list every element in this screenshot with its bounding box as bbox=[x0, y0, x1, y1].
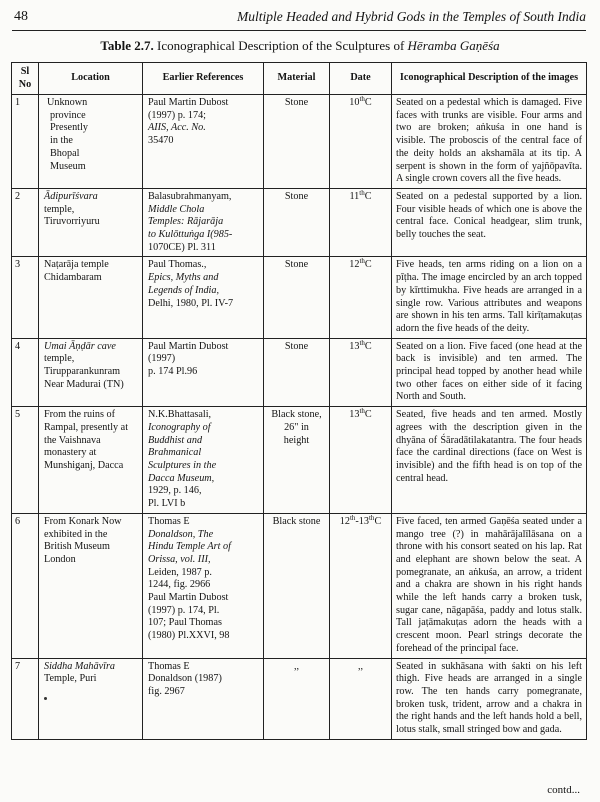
table-row bbox=[12, 513, 587, 658]
table-caption-subject: Hēramba Gaṇēśa bbox=[407, 38, 500, 53]
cell-date: ,, bbox=[330, 658, 392, 739]
header-sl-no: Sl No bbox=[12, 63, 39, 95]
cell-description: Seated, five heads and ten armed. Mostly agrees with the description given in the dhyāna of Śāradātilakatantra. The four heads face the cardinal directions (face on West is invisible) and the fifth head is on top of the central head. bbox=[392, 407, 587, 514]
cell-location: Unknown province Presently in the Bhopal Museum bbox=[39, 95, 143, 189]
page-number: 48 bbox=[14, 9, 28, 24]
cell-location: From Konark Now exhibited in the British Museum London bbox=[39, 513, 143, 658]
cell-sl: 3 bbox=[12, 257, 39, 338]
cell-references: Thomas E Donaldson (1987) fig. 2967 bbox=[143, 658, 264, 739]
table-row bbox=[12, 407, 587, 514]
header-references: Earlier References bbox=[143, 63, 264, 95]
continued-note: contd... bbox=[547, 784, 580, 796]
cell-material: ,, bbox=[264, 658, 330, 739]
cell-date: 12th-13thC bbox=[330, 513, 392, 658]
cell-location: Siddha Mahāvīra Temple, Puri bbox=[39, 658, 143, 739]
cell-description: Five heads, ten arms riding on a lion on a pīṭha. The image encircled by an arch topped by kīrttimukha. Five heads are arranged in a single row. Various attributes and weapons are shown in his ten arms. Tall kirīṭamakuṭas adorn the five heads of the deity. bbox=[392, 257, 587, 338]
cell-description: Seated on a pedestal which is damaged. Five faces with trunks are visible. Four arms and two are broken; aṅkuśa in one hand is visible. The proboscis of the central face of the deity holds an akshamāla at its tip. A serpent is shown in the form of yajñōpavīta. A single crown covers all the five heads. bbox=[392, 95, 587, 189]
cell-sl: 7 bbox=[12, 658, 39, 739]
cell-references: Thomas E Donaldson, The Hindu Temple Art of Orissa, vol. III, Leiden, 1987 p. 1244, fig. 2966 Paul Martin Dubost (1997) p. 174, Pl. 107; Paul Thomas (1980) Pl.XXVI, 98 bbox=[143, 513, 264, 658]
stray-dot-mark bbox=[44, 697, 47, 700]
cell-sl: 4 bbox=[12, 338, 39, 407]
table-row bbox=[12, 658, 587, 739]
table-row bbox=[12, 188, 587, 257]
cell-material: Stone bbox=[264, 188, 330, 257]
cell-location: Naṭarāja temple Chidambaram bbox=[39, 257, 143, 338]
cell-material: Stone bbox=[264, 95, 330, 189]
cell-references: Balasubrahmanyam, Middle Chola Temples: Rājarāja to Kulōttuṅga I(985- 1070CE) Pl. 311 bbox=[143, 188, 264, 257]
iconography-table bbox=[11, 62, 587, 740]
table-row bbox=[12, 338, 587, 407]
page-header bbox=[12, 6, 586, 31]
cell-description: Five faced, ten armed Gaṇēśa seated under a mango tree (?) in mahārājalīlāsana on a throne with his consort seated on his lap. Rat and elephant are shown below the seat. A pomegranate, an aṅkuśa, an arrow, a trident and a chakra are shown in his right hands while the left hands carry a broken tusk, sugar cane, nāgapāśa, paddy and lotus stalk. Tall jaṭāmakuṭas adorn the heads with a crescent moon. Pearl strings decorate the forehead of the principal face. bbox=[392, 513, 587, 658]
cell-description: Seated in sukhāsana with śakti on his left thigh. Five heads are arranged in a single row. The ten hands carry pomegranate, broken tusk, trident, arrow and a chakra in the right hands and the left hands hold a bell, lotus stalk, small stringed bow and gada. bbox=[392, 658, 587, 739]
cell-date: 11thC bbox=[330, 188, 392, 257]
cell-date: 12thC bbox=[330, 257, 392, 338]
header-description: Iconographical Description of the images bbox=[392, 63, 587, 95]
cell-references: Paul Martin Dubost (1997) p. 174; AIIS, Acc. No. 35470 bbox=[143, 95, 264, 189]
table-caption-text: Iconographical Description of the Sculptures of bbox=[156, 38, 405, 53]
running-title: Multiple Headed and Hybrid Gods in the Temples of South India bbox=[237, 9, 586, 24]
header-location: Location bbox=[39, 63, 143, 95]
cell-material: Stone bbox=[264, 338, 330, 407]
header-material: Material bbox=[264, 63, 330, 95]
cell-material: Stone bbox=[264, 257, 330, 338]
cell-references: Paul Martin Dubost (1997) p. 174 Pl.96 bbox=[143, 338, 264, 407]
cell-description: Seated on a lion. Five faced (one head at the back is invisible) and ten armed. The principal head topped by another head while two other faces on either side of it facing North and South. bbox=[392, 338, 587, 407]
cell-date: 13thC bbox=[330, 407, 392, 514]
cell-date: 10thC bbox=[330, 95, 392, 189]
cell-sl: 2 bbox=[12, 188, 39, 257]
cell-location: Umai Āṇḍār cave temple, Tirupparankunram Near Madurai (TN) bbox=[39, 338, 143, 407]
cell-description: Seated on a pedestal supported by a lion. Four visible heads of which one is above the central face. Conical headgear, slim trunk, belly touches the seat. bbox=[392, 188, 587, 257]
table-row bbox=[12, 257, 587, 338]
table-row bbox=[12, 95, 587, 189]
cell-sl: 5 bbox=[12, 407, 39, 514]
cell-location: From the ruins of Rampal, presently at the Vaishnava monastery at Munshiganj, Dacca bbox=[39, 407, 143, 514]
cell-references: Paul Thomas., Epics, Myths and Legends of India, Delhi, 1980, Pl. IV-7 bbox=[143, 257, 264, 338]
cell-location: Ādipurīśvara temple, Tiruvorriyuru bbox=[39, 188, 143, 257]
cell-material: Black stone, 26" in height bbox=[264, 407, 330, 514]
header-date: Date bbox=[330, 63, 392, 95]
cell-material: Black stone bbox=[264, 513, 330, 658]
cell-sl: 6 bbox=[12, 513, 39, 658]
table-header-row bbox=[12, 63, 587, 95]
table-caption bbox=[0, 38, 600, 54]
cell-sl: 1 bbox=[12, 95, 39, 189]
cell-references: N.K.Bhattasali, Iconography of Buddhist and Brahmanical Sculptures in the Dacca Museum, 1929, p. 146, Pl. LVI b bbox=[143, 407, 264, 514]
cell-date: 13thC bbox=[330, 338, 392, 407]
table-label: Table 2.7. bbox=[100, 38, 154, 53]
